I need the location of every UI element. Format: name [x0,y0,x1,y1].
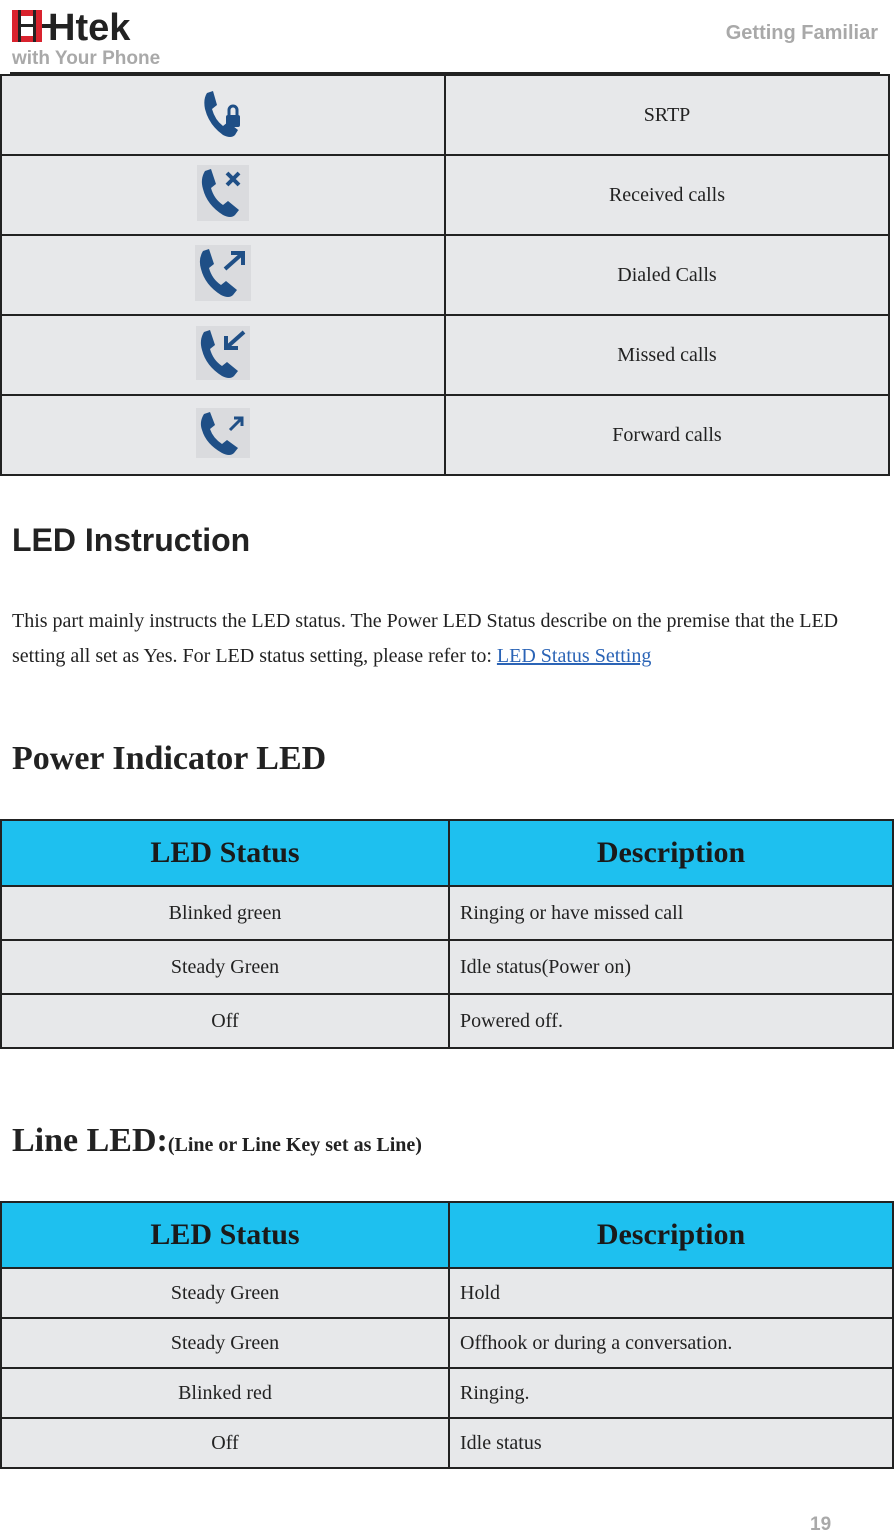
power-led-table [0,819,894,1049]
column-header: Description [449,820,893,886]
icon-cell [1,235,445,315]
led-status-setting-link[interactable]: LED Status Setting [496,645,652,667]
led-status-cell: Steady Green [1,940,449,994]
table-row [1,155,889,235]
icon-label: Dialed Calls [445,235,889,315]
line-led-title: Line LED: [12,1122,168,1159]
icon-cell [1,395,445,475]
dialed-calls-icon [195,245,251,301]
line-led-table [0,1201,894,1469]
table-row [1,1318,893,1368]
icon-cell [1,315,445,395]
led-status-cell: Off [1,1418,449,1468]
column-header: Description [449,1202,893,1268]
led-instruction-heading: LED Instruction [12,522,251,558]
description-cell: Offhook or during a conversation. [449,1318,893,1368]
column-header: LED Status [1,1202,449,1268]
received-calls-icon [197,165,249,221]
description-cell: Idle status [449,1418,893,1468]
description-cell: Ringing. [449,1368,893,1418]
table-row [1,315,889,395]
tagline: with Your Phone [12,48,161,69]
missed-calls-icon [196,326,250,380]
description-cell: Powered off. [449,994,893,1048]
srtp-lock-phone-icon [201,85,245,141]
led-status-cell: Blinked green [1,886,449,940]
page-number: 19 [810,1514,832,1535]
led-status-cell: Off [1,994,449,1048]
led-status-cell: Steady Green [1,1318,449,1368]
led-instruction-text: This part mainly instructs the LED status. The Power LED Status describe on the premise that the LED setting all set as Yes. For LED status setting, please refer to: [12,610,839,667]
icon-label: SRTP [445,75,889,155]
table-row [1,1418,893,1468]
section-title: Getting Familiar [725,22,878,44]
table-row [1,994,893,1048]
htek-logo [12,8,202,44]
forward-calls-icon [196,408,250,458]
table-row [1,395,889,475]
icon-label: Missed calls [445,315,889,395]
description-cell: Idle status(Power on) [449,940,893,994]
table-row [1,1268,893,1318]
column-header: LED Status [1,820,449,886]
table-row [1,235,889,315]
led-status-cell: Blinked red [1,1368,449,1418]
table-row [1,1368,893,1418]
logo-wordmark: Htek [48,8,131,44]
description-cell: Ringing or have missed call [449,886,893,940]
led-instruction-paragraph [12,604,888,674]
icon-label: Received calls [445,155,889,235]
table-row [1,886,893,940]
line-led-subtitle: (Line or Line Key set as Line) [167,1134,422,1156]
power-led-heading: Power Indicator LED [12,740,327,777]
table-header-row [1,820,893,886]
description-cell: Hold [449,1268,893,1318]
icon-cell [1,75,445,155]
line-led-heading [12,1122,422,1160]
table-row [1,940,893,994]
table-row [1,75,889,155]
icon-label: Forward calls [445,395,889,475]
led-status-cell: Steady Green [1,1268,449,1318]
icon-cell [1,155,445,235]
table-header-row [1,1202,893,1268]
call-icon-table [0,74,890,476]
